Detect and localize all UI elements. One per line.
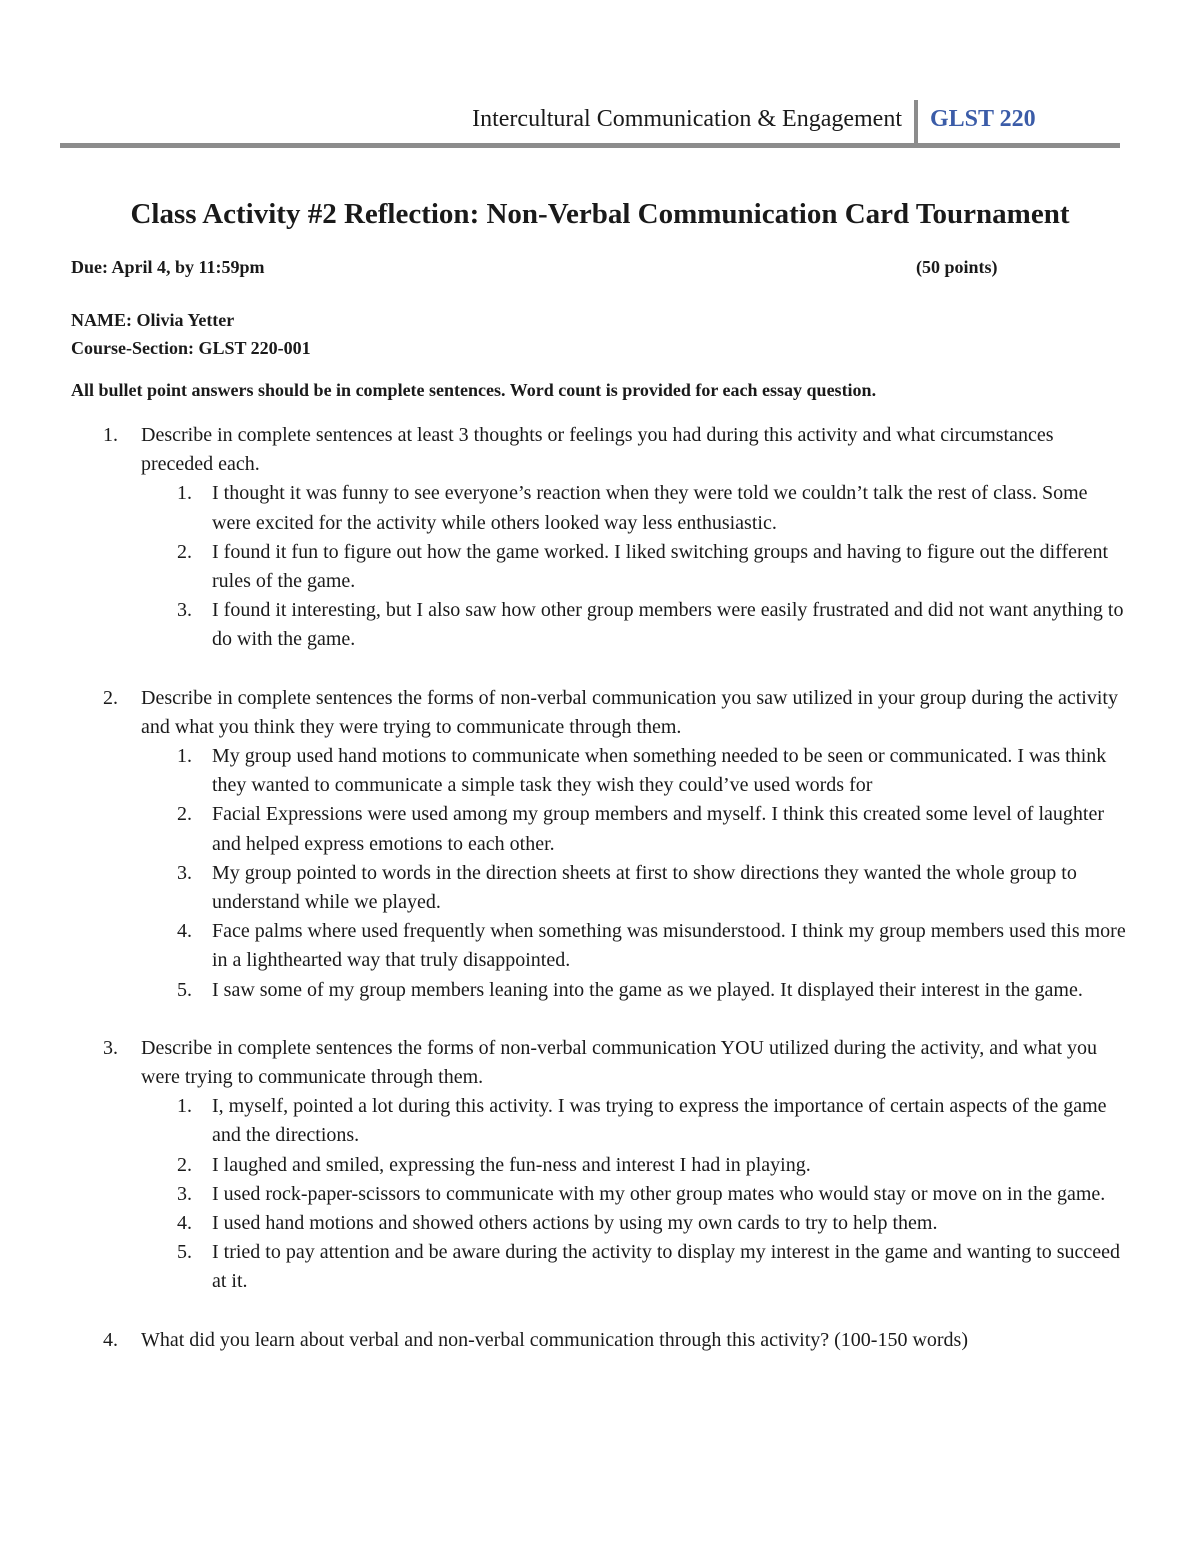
question-item — [0, 1034, 1200, 1297]
question-text: What did you learn about verbal and non-verbal communication through this activity? (100-150 words) — [141, 1328, 969, 1351]
answer-item — [141, 538, 1130, 596]
question-text: Describe in complete sentences at least 3 thoughts or feelings you had during this activity and what circumstances preceded each. — [141, 424, 1054, 476]
answer-item — [141, 800, 1130, 858]
answer-number: 3. — [177, 861, 192, 884]
answer-item — [141, 917, 1130, 975]
answer-item — [141, 596, 1130, 654]
question-number: 1. — [103, 424, 118, 446]
answer-item — [141, 1180, 1130, 1209]
answer-number: 4. — [177, 1212, 192, 1235]
page-header — [60, 100, 1120, 148]
answer-number: 2. — [177, 803, 192, 826]
answer-number: 2. — [177, 540, 192, 563]
answer-item — [141, 859, 1130, 917]
answer-text: I saw some of my group members leaning into the game as we played. It displayed their interest in the game. — [212, 978, 1083, 1001]
answer-item — [141, 1238, 1130, 1296]
question-item — [0, 421, 1200, 655]
answer-item — [141, 1092, 1130, 1150]
answer-text: I, myself, pointed a lot during this activity. I was trying to express the importance of certain aspects of the game and the directions. — [212, 1095, 1107, 1147]
answer-number: 3. — [177, 599, 192, 622]
answer-text: I tried to pay attention and be aware during the activity to display my interest in the game and wanting to succeed at it. — [212, 1241, 1121, 1293]
answer-number: 2. — [177, 1153, 192, 1176]
question-number: 4. — [103, 1328, 118, 1351]
answer-number: 1. — [177, 745, 192, 768]
answer-item — [141, 479, 1130, 537]
answer-text: I found it interesting, but I also saw how other group members were easily frustrated and did not want anything to do with the game. — [212, 599, 1124, 651]
course-name: Intercultural Communication & Engagement — [472, 106, 902, 132]
answer-text: Face palms where used frequently when something was misunderstood. I think my group members used this more in a lighthearted way that truly disappointed. — [212, 920, 1126, 972]
answer-text: Facial Expressions were used among my group members and myself. I think this created some level of laughter and helped express emotions to each other. — [212, 803, 1104, 855]
question-text: Describe in complete sentences the forms of non-verbal communication YOU utilized during the activity, and what you were trying to communicate through them. — [141, 1036, 1098, 1089]
answer-text: I found it fun to figure out how the game worked. I liked switching groups and having to figure out the different rules of the game. — [212, 540, 1109, 593]
header-rule — [60, 143, 1120, 148]
student-name: NAME: Olivia Yetter — [71, 310, 235, 330]
answer-item — [141, 742, 1130, 800]
answer-number: 3. — [177, 1182, 192, 1205]
points-value: (50 points) — [916, 257, 998, 277]
answer-number: 5. — [177, 1241, 192, 1264]
answer-text: I used hand motions and showed others actions by using my own cards to try to help them. — [212, 1212, 938, 1235]
answer-text: I used rock-paper-scissors to communicate with my other group mates who would stay or move on in the game. — [212, 1182, 1106, 1205]
answer-text: My group used hand motions to communicate when something needed to be seen or communicated. I was think they wanted to communicate a simple task they wish they could’ve used words for — [212, 745, 1107, 797]
answer-text: I thought it was funny to see everyone’s reaction when they were told we couldn’t talk the rest of class. Some were excited for the activity while others looked way less enthusiastic. — [212, 482, 1088, 534]
header-divider — [914, 100, 918, 144]
answer-number: 5. — [177, 978, 192, 1001]
question-list — [0, 421, 1200, 1355]
answer-item — [141, 1151, 1130, 1180]
answer-number: 4. — [177, 920, 192, 943]
question-item — [0, 684, 1200, 1005]
answer-text: I laughed and smiled, expressing the fun-ness and interest I had in playing. — [212, 1153, 811, 1176]
instructions: All bullet point answers should be in complete sentences. Word count is provided for each essay question. — [71, 380, 877, 400]
question-text: Describe in complete sentences the forms of non-verbal communication you saw utilized in your group during the activity and what you think they were trying to communicate through them. — [141, 686, 1118, 738]
answer-number: 1. — [177, 482, 192, 505]
question-item — [0, 1326, 1200, 1355]
course-code: GLST 220 — [930, 106, 1036, 132]
question-number: 3. — [103, 1036, 118, 1059]
answer-item — [141, 1209, 1130, 1238]
document-title: Class Activity #2 Reflection: Non-Verbal Communication Card Tournament — [130, 198, 1070, 230]
answer-item — [141, 976, 1130, 1005]
answer-text: My group pointed to words in the direction sheets at first to show directions they wanted the whole group to understand while we played. — [212, 861, 1077, 914]
answer-number: 1. — [177, 1095, 192, 1118]
course-section: Course-Section: GLST 220-001 — [71, 338, 311, 358]
due-date: Due: April 4, by 11:59pm — [71, 257, 265, 277]
question-number: 2. — [103, 686, 118, 709]
